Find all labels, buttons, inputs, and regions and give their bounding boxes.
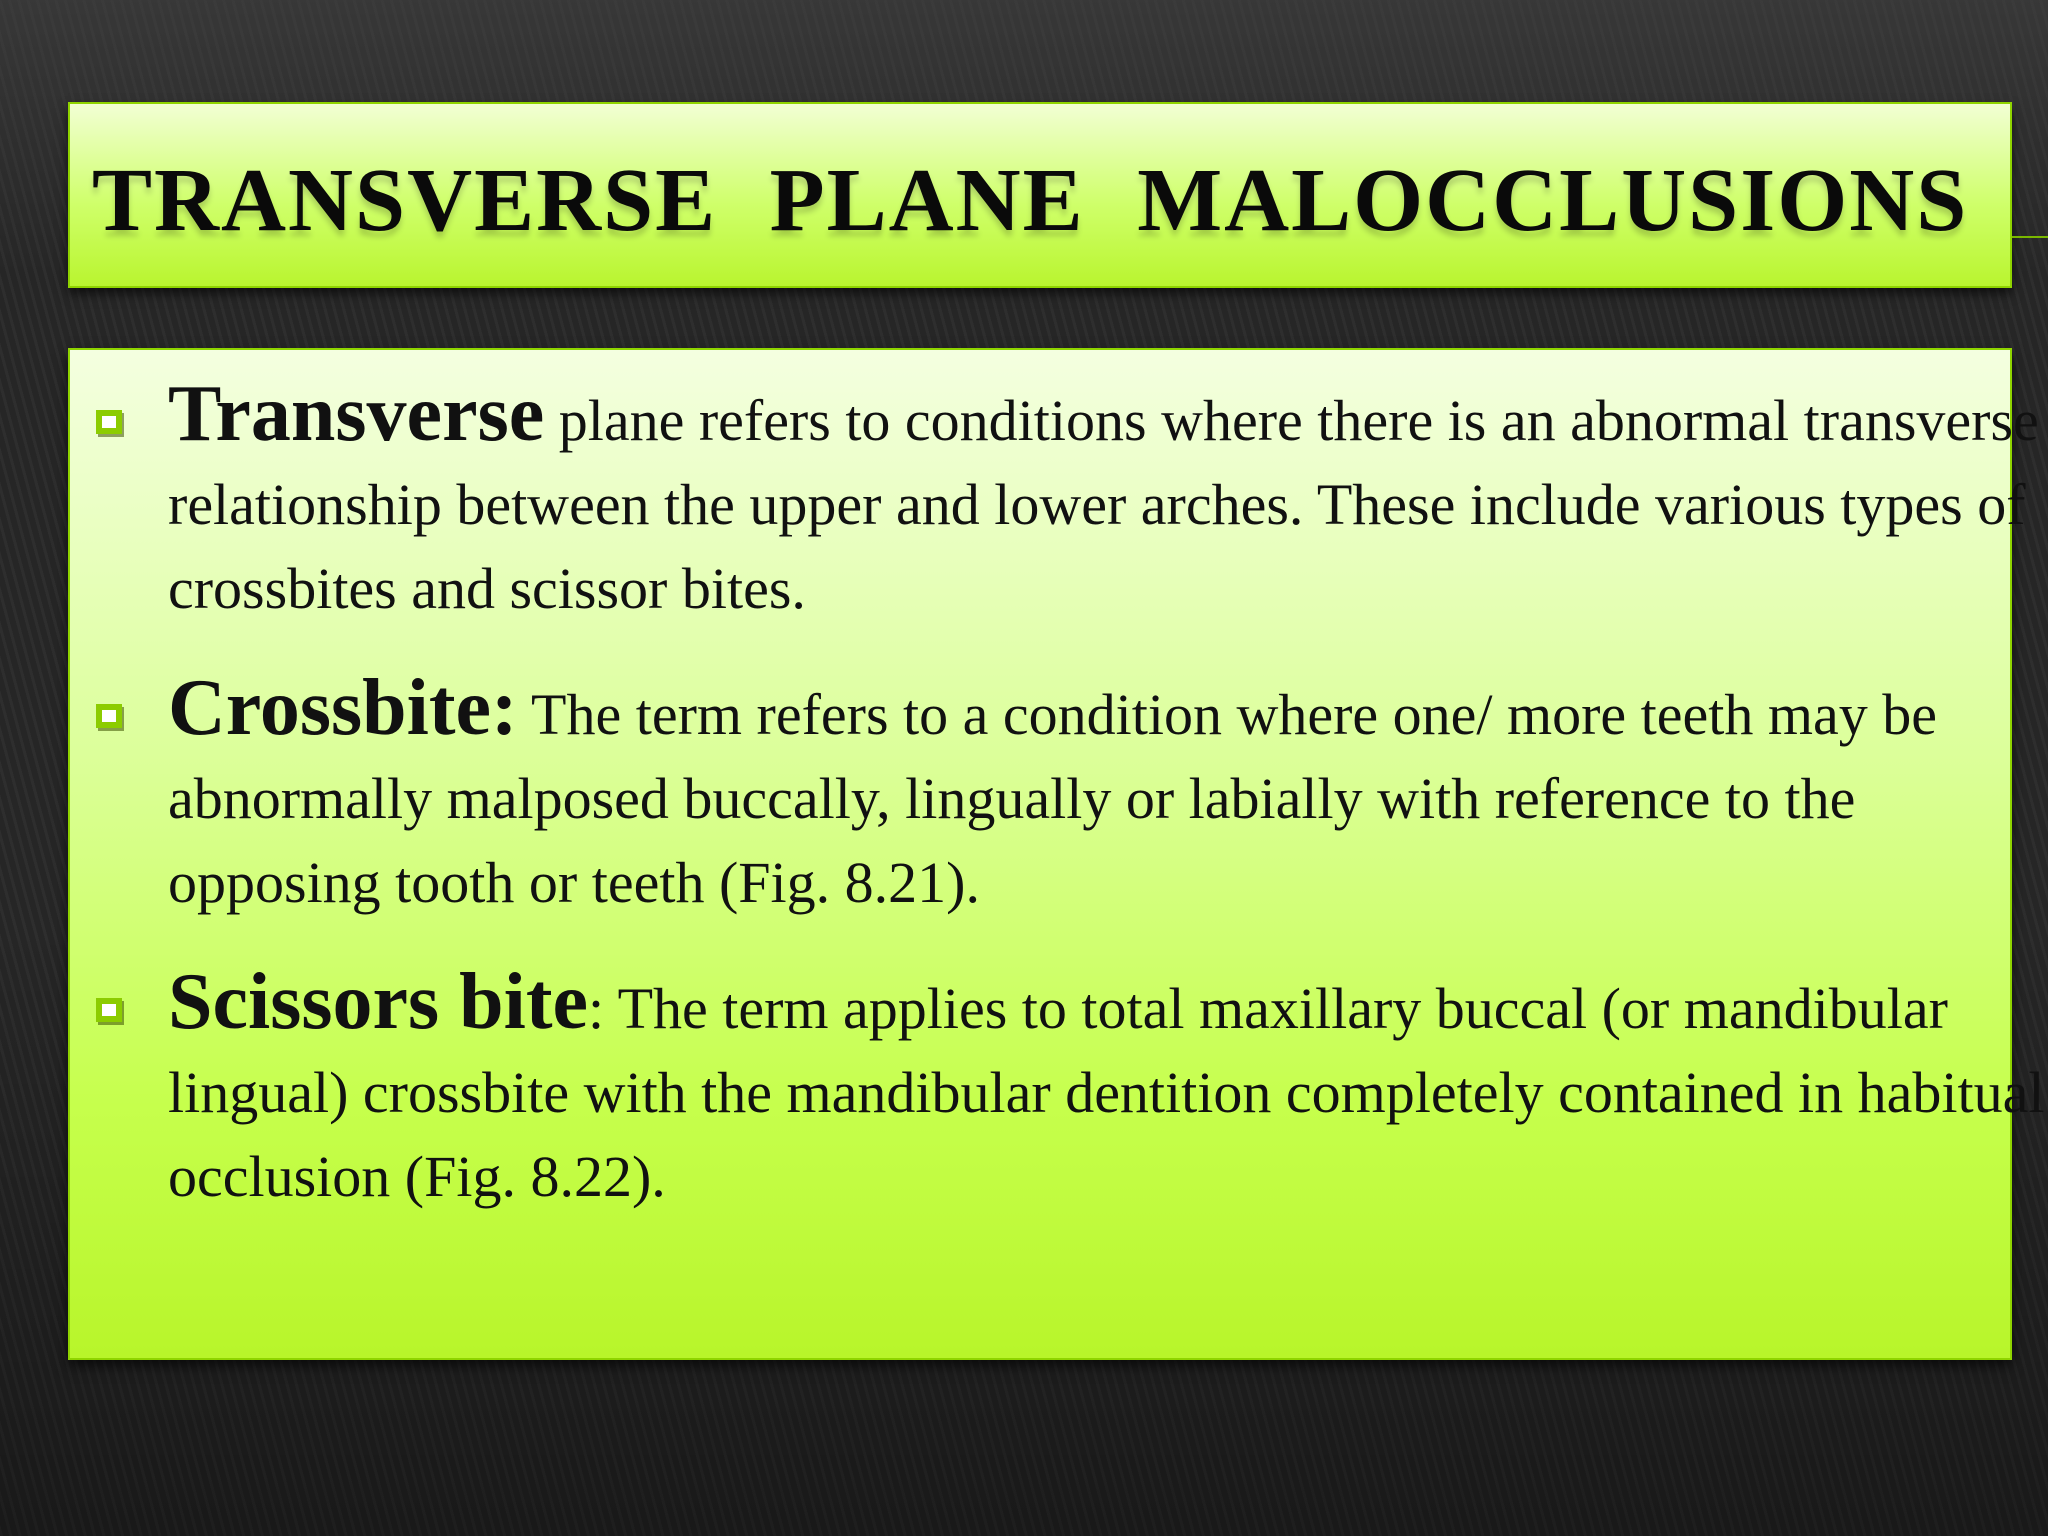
bullet-item-scissors-bite: [168, 960, 2048, 1219]
bullet-text: : The term applies to total maxillary buccal (or mandibular lingual) crossbite with the mandibular dentition completely contained in habitual occlusion (Fig. 8.22).: [168, 976, 2045, 1209]
bullet-term: Crossbite:: [168, 664, 518, 752]
slide-title: TRANSVERSE PLANE MALOCCLUSIONS: [92, 151, 1969, 250]
bullet-item-crossbite: [168, 666, 2048, 925]
square-bullet-icon: [96, 410, 122, 434]
bullet-term: Transverse: [168, 370, 545, 458]
content-panel: [68, 348, 2045, 1360]
bullet-term: Scissors bite: [168, 958, 588, 1046]
square-bullet-icon: [96, 704, 122, 728]
title-banner: [68, 102, 2012, 288]
square-bullet-icon: [96, 998, 122, 1022]
bullet-text: The term refers to a condition where one/ more teeth may be abnormally malposed buccally, lingually or labially with reference to the opposing tooth or teeth (Fig. 8.21).: [168, 682, 1937, 915]
title-connector-line: [2012, 236, 2048, 238]
bullet-text: plane refers to conditions where there is an abnormal transverse relationship between the upper and lower arches. These include various types of crossbites and scissor bites.: [168, 388, 2039, 621]
bullet-item-transverse: [168, 372, 2048, 631]
